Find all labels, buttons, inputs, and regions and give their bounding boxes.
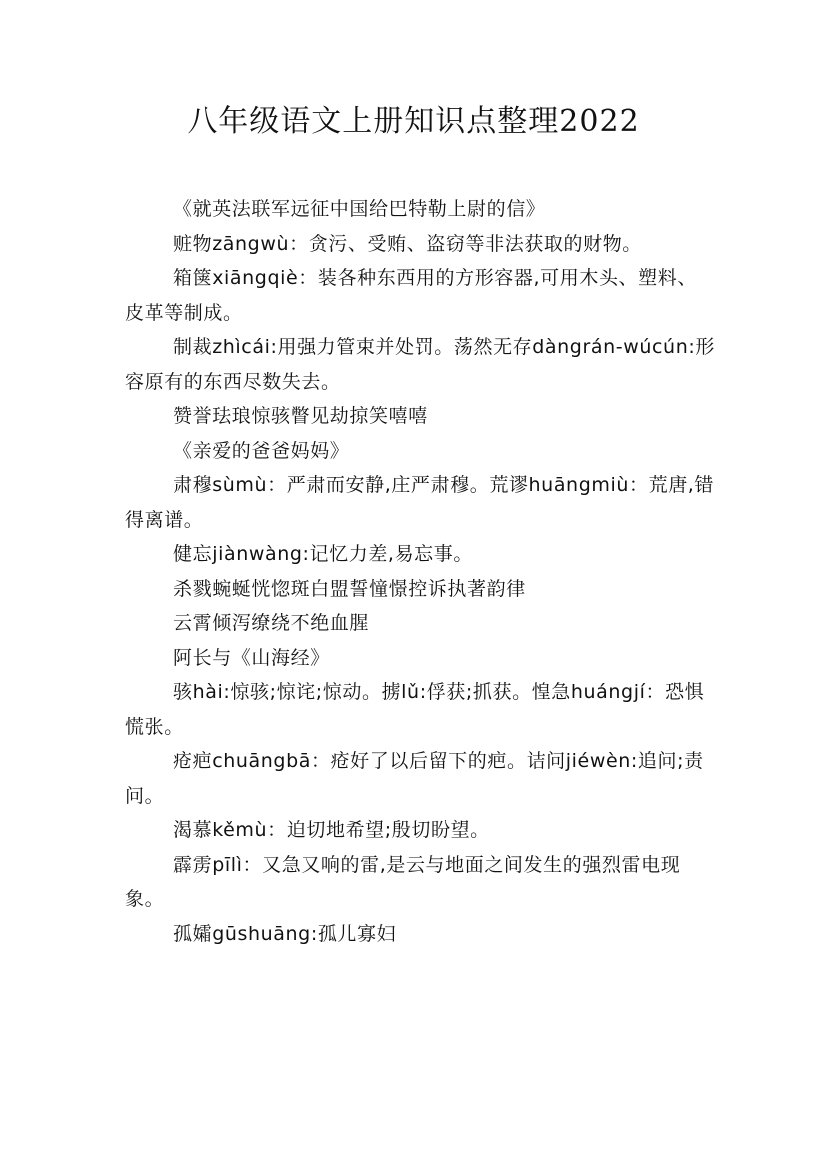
paragraph-15: 霹雳pīlì：又急又响的雷,是云与地面之间发生的强烈雷电现象。 bbox=[125, 853, 681, 910]
paragraph-2: 赃物zāngwù：贪污、受贿、盗窃等非法获取的财物。 bbox=[173, 232, 642, 255]
paragraph-11: 阿长与《山海经》 bbox=[173, 646, 330, 669]
paragraph-6: 《亲爱的爸爸妈妈》 bbox=[173, 439, 350, 462]
paragraph-7: 肃穆sùmù：严肃而安静,庄严肃穆。荒谬huāngmiù：荒唐,错得离谱。 bbox=[125, 474, 715, 531]
paragraph-14: 渴慕kěmù：迫切地希望;殷切盼望。 bbox=[173, 819, 490, 841]
paragraph-8: 健忘jiànwàng:记忆力差,易忘事。 bbox=[173, 543, 473, 565]
paragraph-13: 疮疤chuāngbā：疮好了以后留下的疤。诘问jiéwèn:追问;责问。 bbox=[125, 750, 704, 807]
paragraph-9: 杀戮蜿蜒恍惚斑白盟誓憧憬控诉执著韵律 bbox=[173, 577, 526, 600]
paragraph-3: 箱箧xiāngqiè：装各种东西用的方形容器,可用木头、塑料、皮革等制成。 bbox=[125, 267, 697, 324]
paragraph-12: 骇hài:惊骇;惊诧;惊动。掳lǔ:俘获;抓获。惶急huángjí：恐惧慌张。 bbox=[125, 681, 705, 738]
page-title: 八年级语文上册知识点整理2022 bbox=[187, 104, 640, 139]
document-body bbox=[125, 192, 715, 951]
paragraph-1: 《就英法联军远征中国给巴特勒上尉的信》 bbox=[173, 198, 546, 220]
paragraph-5: 赞誉珐琅惊骇瞥见劫掠笑嘻嘻 bbox=[173, 405, 428, 427]
paragraph-4: 制裁zhìcái:用强力管束并处罚。荡然无存dàngrán-wúcún:形容原有的东西尽数失去。 bbox=[125, 336, 715, 393]
paragraph-16: 孤孀gūshuāng:孤儿寡妇 bbox=[173, 922, 397, 945]
paragraph-10: 云霄倾泻缭绕不绝血腥 bbox=[173, 612, 370, 634]
